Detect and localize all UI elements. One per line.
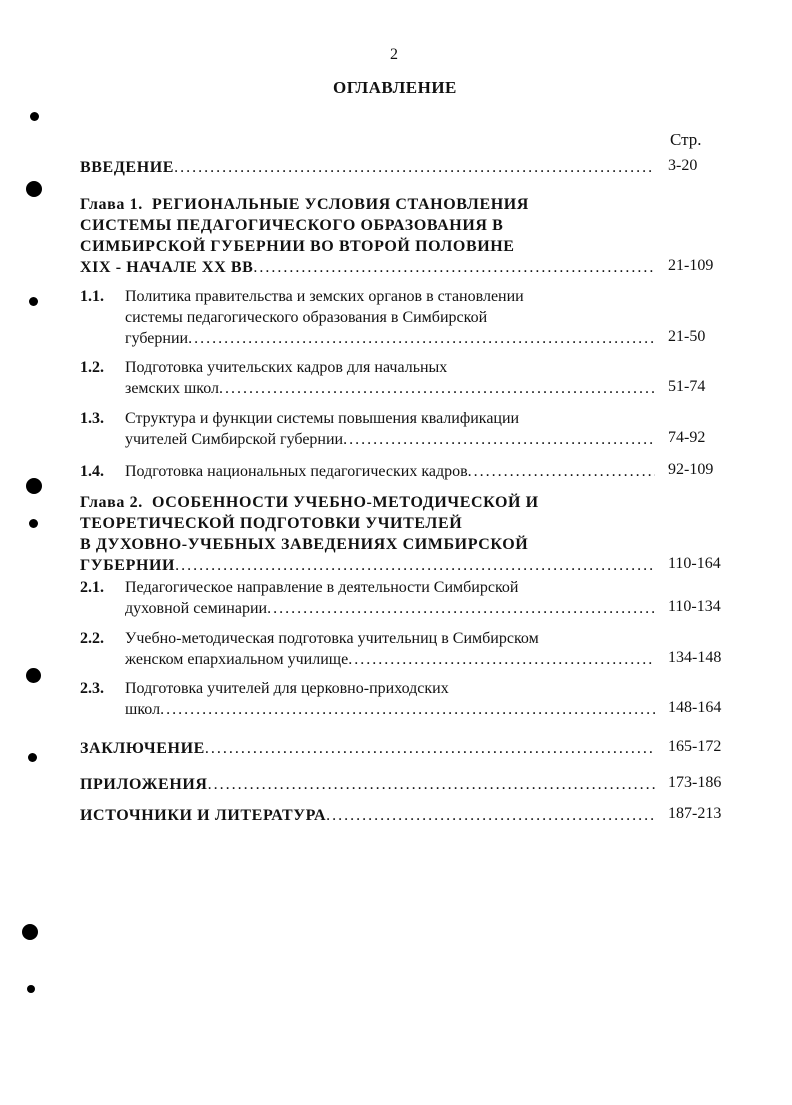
toc-chapter-1-prefix: Глава 1. (80, 196, 143, 213)
toc-section-text: Подготовка учителей для церковно-приходских (125, 680, 449, 697)
toc-section-text: Учебно-методическая подготовка учительниц в Симбирском (125, 630, 539, 647)
page-title: ОГЛАВЛЕНИЕ (333, 78, 457, 97)
toc-section-number: 2.1. (80, 579, 104, 596)
toc-chapter-2-title: ГУБЕРНИИ (80, 557, 176, 574)
toc-appendices (80, 774, 655, 795)
toc-sources-pages: 187-213 (668, 805, 722, 822)
toc-section-1-3 (80, 408, 655, 448)
toc-appendices-pages: 173-186 (668, 774, 722, 791)
toc-section-2-3-pages: 148-164 (668, 699, 722, 716)
toc-chapter-2-pages: 110-164 (668, 555, 721, 572)
toc-section-text: школ (125, 701, 161, 718)
toc-section-text: Педагогическое направление в деятельности Симбирской (125, 579, 519, 596)
toc-section-number: 1.2. (80, 359, 104, 376)
toc-section-number: 1.4. (80, 463, 104, 480)
toc-section-text: Подготовка национальных педагогических кадров (125, 463, 468, 480)
binder-hole (28, 753, 37, 762)
toc-chapter-1 (80, 194, 655, 278)
toc-chapter-1-pages: 21-109 (668, 257, 714, 274)
toc-section-2-1-pages: 110-134 (668, 598, 721, 615)
toc-appendices-label: ПРИЛОЖЕНИЯ (80, 776, 208, 793)
toc-chapter-2-title: ТЕОРЕТИЧЕСКОЙ ПОДГОТОВКИ УЧИТЕЛЕЙ (80, 515, 463, 532)
binder-hole (29, 519, 38, 528)
toc-chapter-1-title: СИСТЕМЫ ПЕДАГОГИЧЕСКОГО ОБРАЗОВАНИЯ В (80, 217, 504, 234)
toc-chapter-1-title: СИМБИРСКОЙ ГУБЕРНИИ ВО ВТОРОЙ ПОЛОВИНЕ (80, 238, 515, 255)
toc-conclusion-label: ЗАКЛЮЧЕНИЕ (80, 740, 205, 757)
toc-section-text: губернии (125, 330, 189, 347)
toc-section-text: Структура и функции системы повышения квалификации (125, 410, 520, 427)
toc-intro-label: ВВЕДЕНИЕ (80, 159, 175, 176)
toc-section-text: земских школ (125, 380, 220, 397)
toc-section-1-2-pages: 51-74 (668, 378, 706, 395)
binder-hole (29, 297, 38, 306)
toc-section-number: 2.2. (80, 630, 104, 647)
toc-section-text: Подготовка учительских кадров для начальных (125, 359, 448, 376)
toc-conclusion (80, 738, 655, 759)
toc-sources-label: ИСТОЧНИКИ И ЛИТЕРАТУРА (80, 807, 327, 824)
toc-section-1-2 (80, 357, 655, 397)
pages-column-header: Стр. (670, 130, 702, 149)
toc-section-2-2 (80, 628, 655, 668)
toc-chapter-1-title: РЕГИОНАЛЬНЫЕ УСЛОВИЯ СТАНОВЛЕНИЯ (152, 196, 529, 213)
toc-section-number: 1.1. (80, 288, 104, 305)
toc-sources (80, 805, 655, 826)
toc-section-1-1-pages: 21-50 (668, 328, 706, 345)
binder-hole (26, 181, 42, 197)
toc-section-2-3 (80, 678, 655, 718)
toc-intro-pages: 3-20 (668, 157, 698, 174)
toc-chapter-2-prefix: Глава 2. (80, 494, 143, 511)
toc-section-text: системы педагогического образования в Симбирской (125, 309, 488, 326)
binder-hole (22, 924, 38, 940)
toc-chapter-1-title: XIX - НАЧАЛЕ XX ВВ (80, 259, 254, 276)
toc-chapter-2-line (80, 492, 655, 513)
binder-hole (30, 112, 39, 121)
toc-section-1-3-pages: 74-92 (668, 429, 706, 446)
binder-hole (26, 668, 41, 683)
toc-chapter-2-title: В ДУХОВНО-УЧЕБНЫХ ЗАВЕДЕНИЯХ СИМБИРСКОЙ (80, 536, 529, 553)
toc-chapter-2 (80, 492, 655, 576)
toc-conclusion-pages: 165-172 (668, 738, 722, 755)
toc-section-text: женском епархиальном училище (125, 651, 349, 668)
toc-section-text: Политика правительства и земских органов в становлении (125, 288, 524, 305)
toc-section-2-2-pages: 134-148 (668, 649, 722, 666)
binder-hole (26, 478, 42, 494)
toc-section-number: 1.3. (80, 410, 104, 427)
toc-section-text: духовной семинарии (125, 600, 268, 617)
toc-section-1-4-pages: 92-109 (668, 461, 714, 478)
toc-section-text: учителей Симбирской губернии (125, 431, 344, 448)
toc-chapter-1-line (80, 194, 655, 215)
toc-intro (80, 157, 655, 178)
page-number: 2 (390, 46, 398, 63)
toc-section-2-1 (80, 577, 655, 617)
toc-section-number: 2.3. (80, 680, 104, 697)
binder-hole (27, 985, 35, 993)
toc-section-1-4 (80, 461, 655, 482)
toc-chapter-2-title: ОСОБЕННОСТИ УЧЕБНО-МЕТОДИЧЕСКОЙ И (152, 494, 539, 511)
toc-section-1-1 (80, 286, 655, 347)
